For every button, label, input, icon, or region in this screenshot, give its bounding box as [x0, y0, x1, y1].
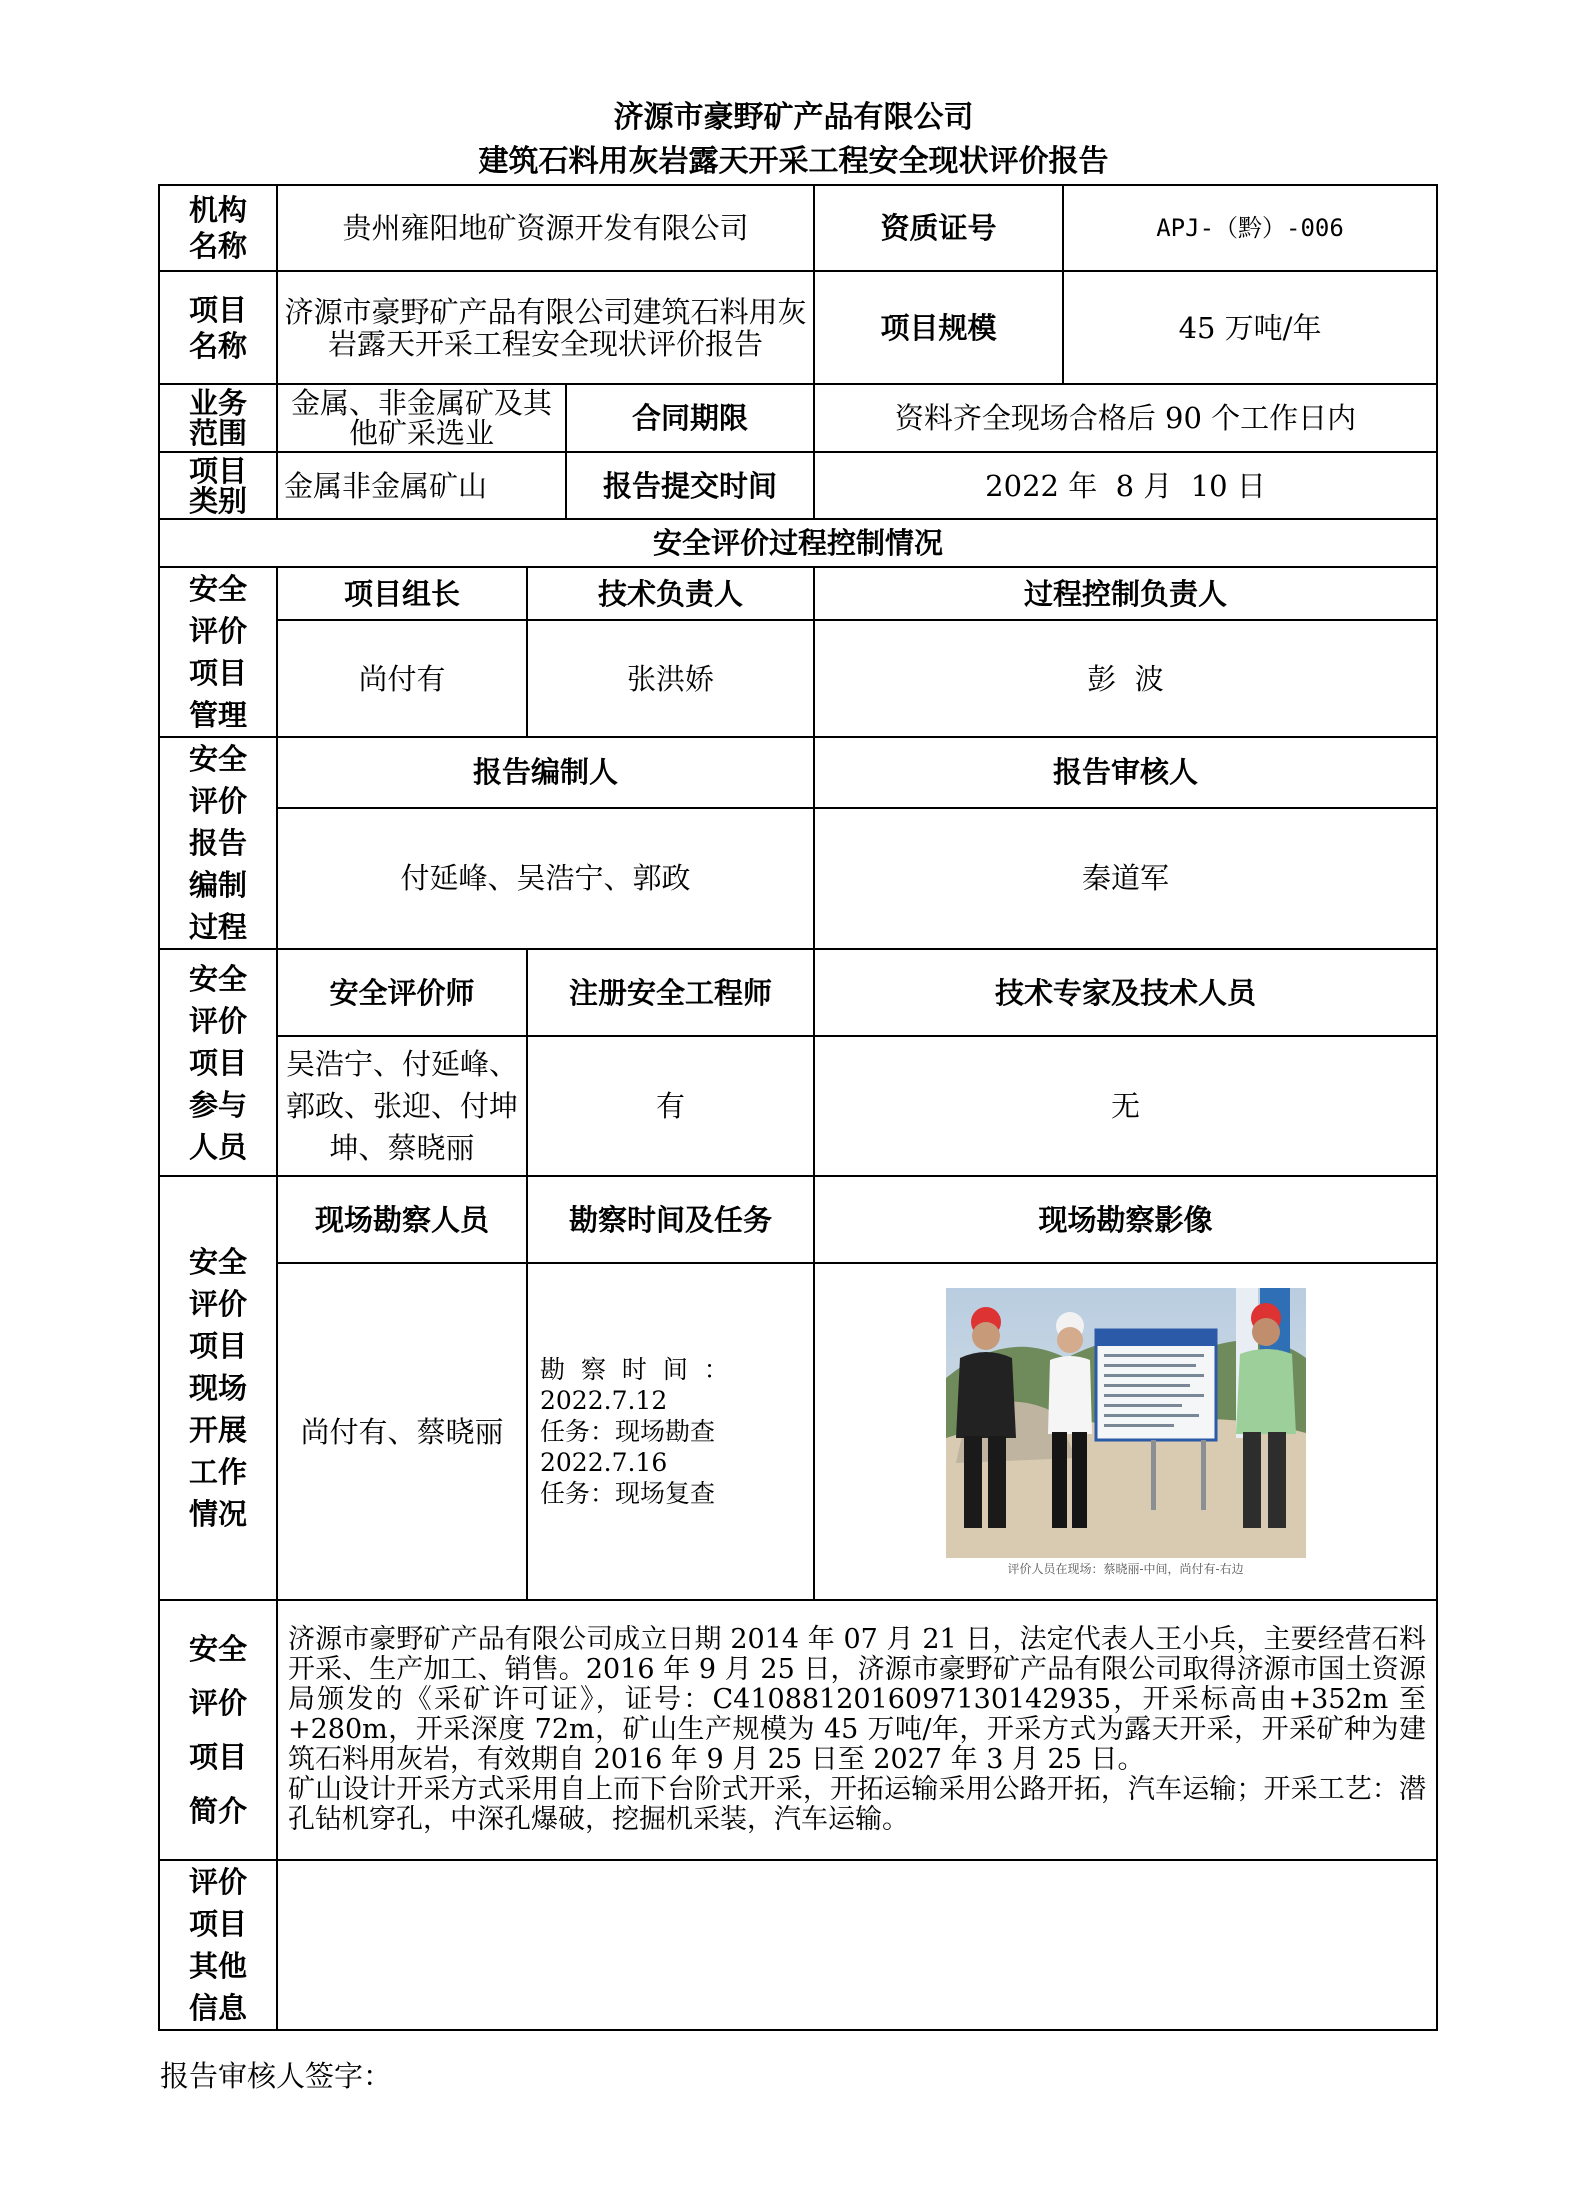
team-leader: 尚付有: [277, 620, 527, 737]
row-management-values: [159, 620, 1437, 737]
row-intro: [159, 1600, 1437, 1860]
scale-label: 项目规模: [814, 271, 1063, 384]
submit-date: 2022 年 8 月 10 日: [814, 452, 1437, 519]
scale-value: 45 万吨/年: [1063, 271, 1437, 384]
header-tech-lead: 技术负责人: [527, 567, 814, 620]
site-photo-illustration: [946, 1288, 1306, 1558]
label-compile: 安全 评价 报告 编制 过程: [159, 737, 277, 949]
row-site-header: [159, 1176, 1437, 1263]
row-business: [159, 384, 1437, 452]
row-site-values: [159, 1263, 1437, 1600]
org-name: 贵州雍阳地矿资源开发有限公司: [277, 185, 814, 271]
header-evaluators: 安全评价师: [277, 949, 527, 1036]
label-business: 业务 范围: [159, 384, 277, 452]
label-participants: 安全 评价 项目 参与 人员: [159, 949, 277, 1176]
other-info: [277, 1860, 1437, 2030]
report-reviewer: 秦道军: [814, 808, 1437, 949]
project-intro: [277, 1600, 1437, 1860]
header-team-leader: 项目组长: [277, 567, 527, 620]
business-scope: 金属、非金属矿及其他矿采选业: [277, 384, 566, 452]
row-org: [159, 185, 1437, 271]
tech-lead: 张洪娇: [527, 620, 814, 737]
label-category: 项目 类别: [159, 452, 277, 519]
row-participants-header: [159, 949, 1437, 1036]
row-participants-values: [159, 1036, 1437, 1176]
registered-engineer: 有: [527, 1036, 814, 1176]
header-report-author: 报告编制人: [277, 737, 814, 808]
header-experts: 技术专家及技术人员: [814, 949, 1437, 1036]
contract-label: 合同期限: [566, 384, 814, 452]
survey-tasks: 勘 察 时 间 ： 2022.7.12 任务：现场勘查 2022.7.16 任务：现场复查: [527, 1263, 814, 1600]
label-intro: 安全 评价 项目 简介: [159, 1600, 277, 1860]
row-other: [159, 1860, 1437, 2030]
photo-caption: 评价人员在现场：蔡晓丽-中间，尚付有-右边: [1007, 1561, 1244, 1576]
intro-paragraph-2: 矿山设计开采方式采用自上而下台阶式开采，开拓运输采用公路开拓，汽车运输；开采工艺：潜孔钻机穿孔，中深孔爆破，挖掘机采装，汽车运输。: [288, 1774, 1427, 1835]
report-authors: 付延峰、吴浩宁、郭政: [277, 808, 814, 949]
label-management: 安全 评价 项目 管理: [159, 567, 277, 737]
document-title: 济源市豪野矿产品有限公司: [613, 100, 974, 135]
submit-label: 报告提交时间: [566, 452, 814, 519]
section-title: 安全评价过程控制情况: [159, 519, 1437, 567]
row-project: [159, 271, 1437, 384]
row-category: [159, 452, 1437, 519]
project-category: 金属非金属矿山: [277, 452, 566, 519]
row-compile-header: [159, 737, 1437, 808]
row-section-title: [159, 519, 1437, 567]
site-photo: [946, 1288, 1306, 1558]
row-compile-values: [159, 808, 1437, 949]
contract-term: 资料齐全现场合格后 90 个工作日内: [814, 384, 1437, 452]
header-survey-time: 勘察时间及任务: [527, 1176, 814, 1263]
header-site-staff: 现场勘察人员: [277, 1176, 527, 1263]
header-registered-engineer: 注册安全工程师: [527, 949, 814, 1036]
signature-label: 报告审核人签字：: [160, 2059, 393, 2093]
label-project: 项目 名称: [159, 271, 277, 384]
experts: 无: [814, 1036, 1437, 1176]
row-management-header: [159, 567, 1437, 620]
cert-label: 资质证号: [814, 185, 1063, 271]
intro-paragraph-1: 济源市豪野矿产品有限公司成立日期 2014 年 07 月 21 日，法定代表人王小兵，主要经营石料开采、生产加工、销售。2016 年 9 月 25 日，济源市豪野矿产品有限公司取得济源市国土资源局颁发的《采矿许可证》，证号：C4108812016097130142935，开采标高由+352m 至+280m，开采深度 72m，矿山生产规模为 45 万吨/年，开采方式为露天开采，开采矿种为建筑石料用灰岩，有效期自 2016 年 9 月 25 日至 2027 年 3 月 25 日。: [288, 1624, 1427, 1775]
evaluation-table: [158, 184, 1438, 2031]
evaluators: 吴浩宁、付延峰、郭政、张迎、付坤坤、蔡晓丽: [277, 1036, 527, 1176]
project-name: 济源市豪野矿产品有限公司建筑石料用灰岩露天开采工程安全现状评价报告: [277, 271, 814, 384]
header-process-control: 过程控制负责人: [814, 567, 1437, 620]
label-org: 机构 名称: [159, 185, 277, 271]
header-report-reviewer: 报告审核人: [814, 737, 1437, 808]
document-subtitle: 建筑石料用灰岩露天开采工程安全现状评价报告: [478, 144, 1109, 179]
header-site-photo: 现场勘察影像: [814, 1176, 1437, 1263]
process-control-lead: 彭 波: [814, 620, 1437, 737]
label-site: 安全 评价 项目 现场 开展 工作 情况: [159, 1176, 277, 1600]
site-photo-cell: [814, 1263, 1437, 1600]
site-staff: 尚付有、蔡晓丽: [277, 1263, 527, 1600]
label-other: 评价 项目 其他 信息: [159, 1860, 277, 2030]
cert-number: APJ-（黔）-006: [1063, 185, 1437, 271]
